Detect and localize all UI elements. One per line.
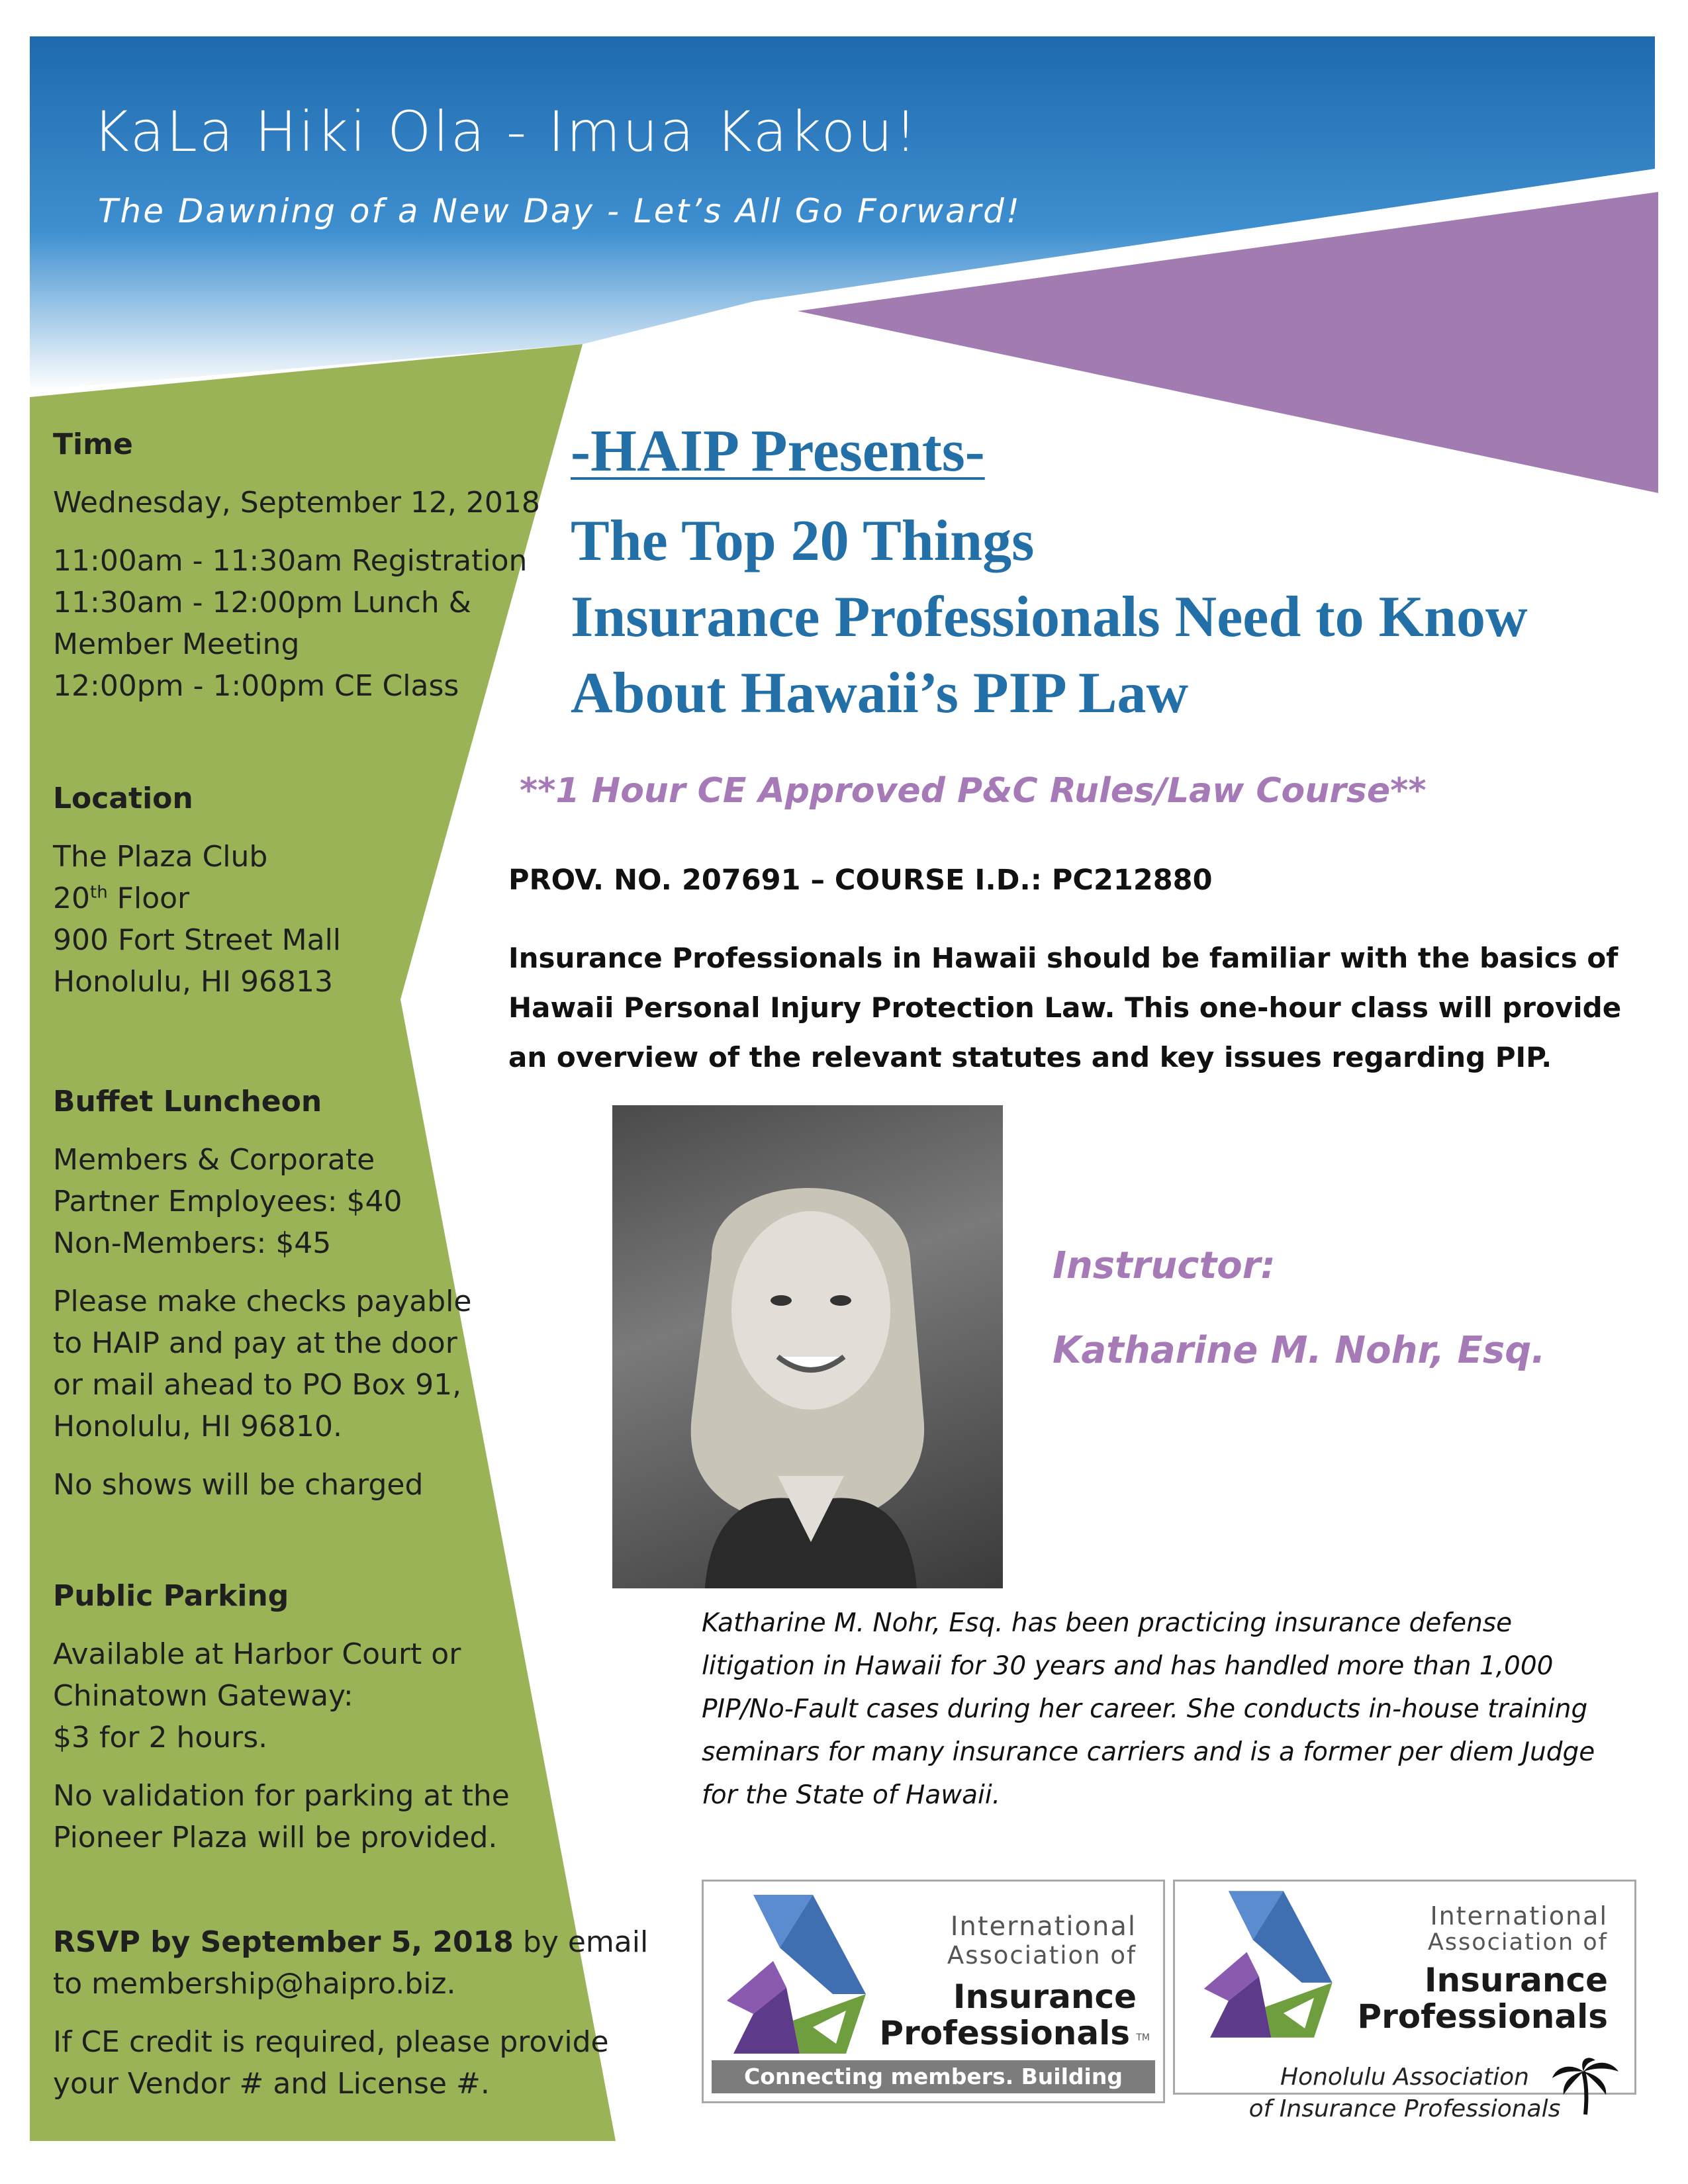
triangle-logo-icon xyxy=(1192,1885,1357,2044)
title-line: The Top 20 Things xyxy=(571,509,1035,573)
parking-line: $3 for 2 hours. xyxy=(53,1721,268,1754)
palm-tree-icon xyxy=(1549,2055,1622,2118)
banner-subtitle: The Dawning of a New Day - Let’s All Go Forward! xyxy=(98,192,1021,230)
buffet-section xyxy=(53,1081,556,1506)
title-line: About Hawaii’s PIP Law xyxy=(571,661,1189,725)
schedule-line: 11:00am - 11:30am Registration xyxy=(53,544,528,578)
ce-note-line: If CE credit is required, please provide xyxy=(53,2025,609,2059)
price-line: Partner Employees: $40 xyxy=(53,1185,402,1218)
rsvp-deadline: RSVP by September 5, 2018 xyxy=(53,1925,514,1959)
course-description xyxy=(508,933,1654,1082)
floor-word: Floor xyxy=(107,882,190,915)
instructor-photo xyxy=(612,1105,1003,1588)
triangle-logo-icon xyxy=(714,1888,892,2060)
instructor-name: Katharine M. Nohr, Esq. xyxy=(1053,1329,1546,1372)
schedule-line: 12:00pm - 1:00pm CE Class xyxy=(53,669,459,703)
bio-line: seminars for many insurance carriers and is a former per diem Judge xyxy=(702,1737,1595,1767)
time-section xyxy=(53,424,556,707)
bio-line: for the State of Hawaii. xyxy=(702,1780,1001,1810)
schedule-line: Member Meeting xyxy=(53,627,300,661)
location-floor xyxy=(53,878,556,919)
rsvp-rest: by email xyxy=(513,1925,649,1959)
payment-line: to HAIP and pay at the door xyxy=(53,1326,457,1360)
price-line: Non-Members: $45 xyxy=(53,1226,332,1260)
payment-line: Please make checks payable xyxy=(53,1285,472,1318)
parking-section xyxy=(53,1575,556,1858)
buffet-heading: Buffet Luncheon xyxy=(53,1085,322,1118)
logo-insurance: Insurance xyxy=(1424,1961,1608,1999)
price-line: Members & Corporate xyxy=(53,1143,375,1177)
parking-line: Available at Harbor Court or xyxy=(53,1637,461,1671)
provider-course-id: PROV. NO. 207691 – COURSE I.D.: PC212880 xyxy=(508,864,1213,897)
presents-heading: -HAIP Presents- xyxy=(571,418,985,484)
payment-line: Honolulu, HI 96810. xyxy=(53,1410,343,1443)
hon-line: Honolulu Association xyxy=(1280,2064,1529,2091)
location-street: 900 Fort Street Mall xyxy=(53,923,342,957)
location-heading: Location xyxy=(53,782,193,815)
location-section xyxy=(53,778,556,1003)
bio-line: Katharine M. Nohr, Esq. has been practicing insurance defense xyxy=(702,1608,1513,1638)
description-line: an overview of the relevant statutes and key issues regarding PIP. xyxy=(508,1041,1552,1073)
bio-line: litigation in Hawaii for 30 years and has handled more than 1,000 xyxy=(702,1651,1554,1681)
logo-tm: TM xyxy=(1136,2032,1150,2043)
instructor-bio xyxy=(702,1602,1655,1817)
schedule-line: 11:30am - 12:00pm Lunch & xyxy=(53,586,471,619)
logo-professionals: Professionals xyxy=(879,2014,1130,2052)
title-line: Insurance Professionals Need to Know xyxy=(571,585,1528,649)
description-line: Hawaii Personal Injury Protection Law. This one-hour class will provide xyxy=(508,991,1622,1024)
validation-line: No validation for parking at the xyxy=(53,1779,510,1813)
iaip-logo xyxy=(702,1880,1165,2122)
payment-line: or mail ahead to PO Box 91, xyxy=(53,1368,462,1402)
parking-heading: Public Parking xyxy=(53,1579,289,1613)
ce-approved-line: **1 Hour CE Approved P&C Rules/Law Course** xyxy=(520,771,1427,811)
description-line: Insurance Professionals in Hawaii should be familiar with the basics of xyxy=(508,942,1618,974)
rsvp-section xyxy=(53,1921,649,2105)
logo-assoc: Association of xyxy=(947,1941,1137,1970)
logo-intl: International xyxy=(950,1911,1137,1942)
logo-assoc: Association of xyxy=(1427,1929,1608,1956)
bio-line: PIP/No-Fault cases during her career. She conducts in-house training xyxy=(702,1694,1588,1724)
floor-suffix: th xyxy=(90,882,108,903)
no-shows-note: No shows will be charged xyxy=(53,1468,424,1502)
floor-number: 20 xyxy=(53,882,90,915)
hon-line: of Insurance Professionals xyxy=(1248,2095,1561,2122)
logo-insurance: Insurance xyxy=(953,1978,1137,2016)
event-date: Wednesday, September 12, 2018 xyxy=(53,486,540,520)
time-heading: Time xyxy=(53,428,133,461)
location-city: Honolulu, HI 96813 xyxy=(53,965,334,999)
logo-intl: International xyxy=(1430,1901,1608,1931)
rsvp-email[interactable]: to membership@haipro.biz. xyxy=(53,1967,456,2001)
banner-title: KaLa Hiki Ola - Imua Kakou! xyxy=(93,99,919,164)
logo-professionals: Professionals xyxy=(1357,1997,1608,2036)
course-title xyxy=(571,503,1669,731)
location-name: The Plaza Club xyxy=(53,840,268,874)
validation-line: Pioneer Plaza will be provided. xyxy=(53,1821,498,1854)
logo-tagline: Connecting members. Building careers. xyxy=(712,2060,1155,2093)
instructor-label: Instructor: xyxy=(1053,1244,1276,1287)
rsvp-line xyxy=(53,1921,649,1963)
parking-line: Chinatown Gateway: xyxy=(53,1679,353,1713)
ce-note-line: your Vendor # and License #. xyxy=(53,2067,490,2101)
